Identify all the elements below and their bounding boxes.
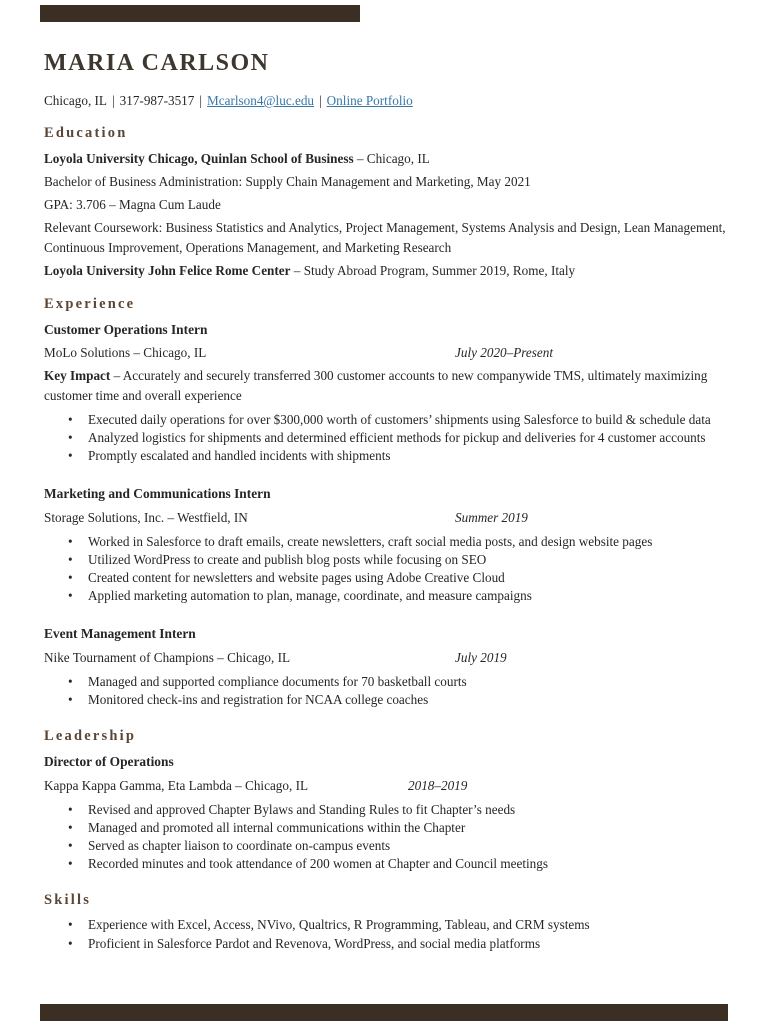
skill-bullet: • Proficient in Salesforce Pardot and Revenova, WordPress, and social media platforms xyxy=(88,935,728,952)
job-bullet: • Worked in Salesforce to draft emails, create newsletters, craft social media posts, and design website pages xyxy=(88,533,728,550)
job-bullet-list xyxy=(44,411,728,464)
job-bullet-list xyxy=(44,533,728,605)
job-org-line xyxy=(44,343,728,362)
education-gpa: GPA: 3.706 – Magna Cum Laude xyxy=(44,197,221,213)
school-2-detail: – Study Abroad Program, Summer 2019, Rome, Italy xyxy=(290,262,576,278)
section-heading-leadership: Leadership xyxy=(44,728,137,745)
top-accent-bar xyxy=(40,5,360,22)
role-bullet: • Recorded minutes and took attendance of 200 women at Chapter and Council meetings xyxy=(88,855,728,872)
job-org: MoLo Solutions – Chicago, IL xyxy=(44,345,207,361)
education-coursework: Relevant Coursework: Business Statistics and Analytics, Project Management, Systems Analysis and Design, Lean Management, Continuous Improvement, Operations Management, and Marketing Research xyxy=(44,220,726,255)
job-bullet: • Managed and supported compliance documents for 70 basketball courts xyxy=(88,673,728,690)
contact-location: Chicago, IL xyxy=(44,93,107,108)
job-dates: July 2019 xyxy=(455,649,507,665)
bottom-accent-bar xyxy=(40,1004,728,1021)
key-impact-line xyxy=(44,366,716,404)
role-dates: 2018–2019 xyxy=(408,777,468,793)
key-impact-text: – Accurately and securely transferred 300 customer accounts to new companywide TMS, ultimately maximizing customer time and overall experience xyxy=(44,368,708,403)
job-bullet: • Executed daily operations for over $300,000 worth of customers’ shipments using Salesforce to build & schedule data xyxy=(88,411,728,428)
role-title: Director of Operations xyxy=(44,754,174,770)
school-1-name: Loyola University Chicago, Quinlan School of Business xyxy=(44,151,354,166)
leadership-entry-director-operations xyxy=(44,752,728,872)
section-heading-skills: Skills xyxy=(44,892,92,909)
role-bullet-list xyxy=(44,801,728,873)
candidate-name: MARIA CARLSON xyxy=(44,50,270,76)
section-heading-experience: Experience xyxy=(44,295,136,312)
job-dates: Summer 2019 xyxy=(455,509,528,525)
school-2-name: Loyola University John Felice Rome Center xyxy=(44,262,291,278)
job-bullet: • Created content for newsletters and website pages using Adobe Creative Cloud xyxy=(88,569,728,586)
education-degree: Bachelor of Business Administration: Supply Chain Management and Marketing, May 2021 xyxy=(44,174,531,190)
role-bullet: • Revised and approved Chapter Bylaws and Standing Rules to fit Chapter’s needs xyxy=(88,801,728,818)
job-bullet: • Utilized WordPress to create and publish blog posts while focusing on SEO xyxy=(88,551,728,568)
skills-bullet-list xyxy=(44,916,728,951)
school-1-location: – Chicago, IL xyxy=(353,151,430,166)
job-org: Nike Tournament of Champions – Chicago, IL xyxy=(44,649,291,665)
job-dates: July 2020–Present xyxy=(455,345,554,361)
job-entry-customer-operations xyxy=(44,320,728,464)
job-org-line xyxy=(44,508,728,527)
job-title: Customer Operations Intern xyxy=(44,321,208,337)
job-bullet-list xyxy=(44,673,728,708)
role-org: Kappa Kappa Gamma, Eta Lambda – Chicago, IL xyxy=(44,777,309,793)
job-bullet: • Applied marketing automation to plan, manage, coordinate, and measure campaigns xyxy=(88,587,728,604)
contact-separator: | xyxy=(112,93,115,108)
education-school-2 xyxy=(44,261,728,280)
job-entry-event-management xyxy=(44,624,728,708)
contact-separator: | xyxy=(199,93,203,108)
job-title: Marketing and Communications Intern xyxy=(44,486,271,502)
job-org: Storage Solutions, Inc. – Westfield, IN xyxy=(44,509,248,525)
job-entry-marketing-communications xyxy=(44,484,728,604)
job-title: Event Management Intern xyxy=(44,626,196,642)
job-org-line xyxy=(44,648,728,667)
section-heading-education: Education xyxy=(44,125,128,141)
education-school-1 xyxy=(44,149,728,168)
email-link[interactable]: Mcarlson4@luc.edu xyxy=(207,93,315,108)
job-bullet: • Monitored check-ins and registration for NCAA college coaches xyxy=(88,691,728,708)
contact-phone: 317-987-3517 xyxy=(119,93,195,108)
role-bullet: • Served as chapter liaison to coordinate on-campus events xyxy=(88,837,728,854)
role-bullet: • Managed and promoted all internal communications within the Chapter xyxy=(88,819,728,836)
role-org-line xyxy=(44,776,728,795)
key-impact-label: Key Impact xyxy=(44,368,111,384)
contact-line xyxy=(44,93,728,109)
skills-block xyxy=(44,916,728,951)
job-bullet: • Analyzed logistics for shipments and determined efficient methods for pickup and deliveries for 4 customer accounts xyxy=(88,429,728,446)
job-bullet: • Promptly escalated and handled incidents with shipments xyxy=(88,447,728,464)
portfolio-link[interactable]: Online Portfolio xyxy=(326,93,413,108)
skill-bullet: • Experience with Excel, Access, NVivo, Qualtrics, R Programming, Tableau, and CRM systems xyxy=(88,916,728,933)
contact-separator: | xyxy=(319,93,322,108)
